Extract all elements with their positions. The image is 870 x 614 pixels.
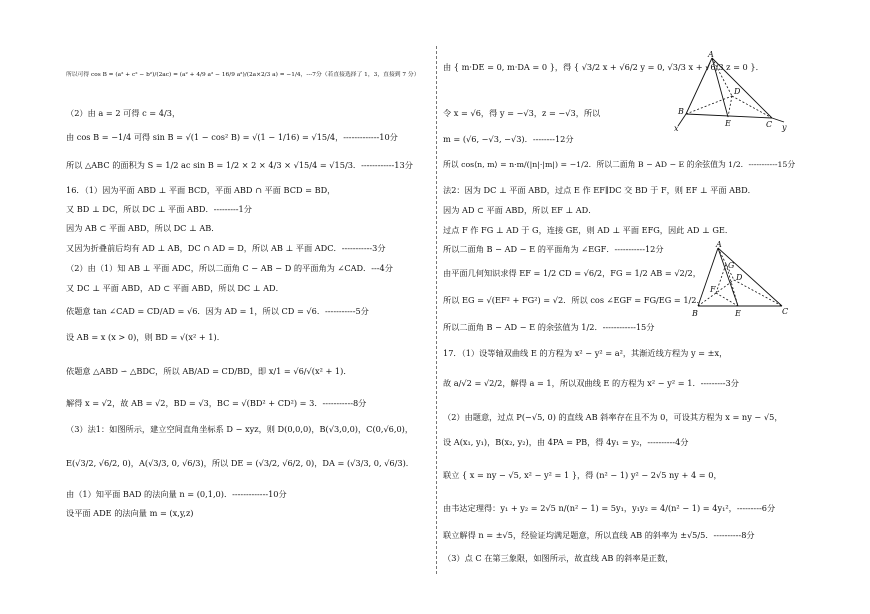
vertex-label-C: C	[782, 307, 789, 316]
text-line: 又 DC ⊥ 平面 ABD，AD ⊂ 平面 ABD，所以 DC ⊥ AD．	[66, 283, 284, 293]
text-line: 由平面几何知识求得 EF = 1/2 CD = √6/2，FG = 1/2 AB = √2/2，	[443, 268, 701, 278]
vertex-label-B: B	[692, 309, 698, 318]
text-line: 所以 cos⟨n, m⟩ = n·m/(|n|·|m|) = −1/2．所以二面角 B − AD − E 的余弦值为 1/2．-----------15分	[443, 160, 796, 169]
vertex-label-A: A	[708, 50, 714, 59]
vertex-label-D: D	[736, 273, 743, 282]
text-line: （2）由 a = 2 可得 c = 4/3，	[66, 108, 181, 118]
text-line: 设 A(x₁, y₁)，B(x₂, y₂)，由 4PA = PB，得 4y₁ = y₂，----------4分	[443, 437, 689, 447]
column-divider	[436, 46, 437, 574]
axis-y	[772, 118, 784, 122]
vertex-label-C: C	[766, 120, 773, 129]
point-label-F: F	[710, 285, 716, 294]
text-line: （3）点 C 在第三象限，如图所示，故直线 AB 的斜率是正数，	[443, 553, 674, 563]
vertex-label-B: B	[678, 107, 684, 116]
axis-label-x: x	[674, 124, 679, 132]
text-line: 因为 AD ⊂ 平面 ABD，所以 EF ⊥ AD．	[443, 205, 597, 215]
edge-DC	[732, 96, 772, 118]
edge-AB	[698, 248, 718, 306]
vertex-label-A: A	[716, 240, 722, 249]
text-line: 联立解得 n = ±√5，经验证均满足题意，所以直线 AB 的斜率为 ±√5/5．----------8分	[443, 530, 755, 540]
edge-AD	[712, 58, 732, 96]
point-label-G: G	[728, 261, 735, 270]
edge-BC	[686, 114, 772, 118]
text-line: 由韦达定理得：y₁ + y₂ = 2√5 n/(n² − 1) = 5y₁，y₁y₂ = 4/(n² − 1) = 4y₁²，---------6分	[443, 503, 776, 513]
text-line: 所以可得 cos B = (a² + c² − b²)/(2ac) = (a² + 4/9 a² − 16/9 a²)/(2a×2/3 a) = −1/4，---7分（若直接选择了 1，3，直接到 7 分）	[66, 72, 420, 78]
text-line: 法2：因为 DC ⊥ 平面 ABD，过点 E 作 EF∥DC 交 BD 于 F，则 EF ⊥ 平面 ABD．	[443, 185, 756, 195]
vertex-label-E: E	[735, 309, 741, 318]
text-line: 联立 { x = ny − √5, x² − y² = 1 }，得 (n² − 1) y² − 2√5 ny + 4 = 0，	[443, 470, 722, 480]
text-line: 解得 x = √2，故 AB = √2，BD = √3，BC = √(BD² + CD²) = 3．-----------8分	[66, 398, 367, 408]
edge-AC	[712, 58, 772, 118]
text-line: 依题意 △ABD ∽ △BDC，所以 AB/AD = CD/BD，即 x/1 = √6/√(x² + 1)．	[66, 366, 352, 376]
tetrahedron-figure-top	[672, 50, 790, 132]
edge-AE	[712, 58, 728, 117]
text-line: 依题意 tan ∠CAD = CD/AD = √6．因为 AD = 1，所以 CD = √6．-----------5分	[66, 306, 369, 316]
text-line: 因为 AB ⊂ 平面 ABD，所以 DC ⊥ AB．	[66, 223, 220, 233]
text-line: 所以 EG = √(EF² + FG²) = √2．所以 cos ∠EGF = FG/EG = 1/2．	[443, 295, 705, 305]
text-line: 由 { m·DE = 0, m·DA = 0 }，得 { √3/2 x + √6/2 y = 0, √3/3 x + √6/3 z = 0 }．	[443, 62, 764, 72]
text-line: m = (√6, −√3, −√3)．--------12分	[443, 134, 574, 144]
text-line: 令 x = √6，得 y = −√3，z = −√3，所以	[443, 108, 601, 118]
text-line: 由 cos B = −1/4 可得 sin B = √(1 − cos² B) = √(1 − 1/16) = √15/4，-------------10分	[66, 132, 398, 142]
text-line: 由（1）知平面 BAD 的法向量 n = (0,1,0)．-------------10分	[66, 489, 287, 499]
text-line: （3）法1：如图所示，建立空间直角坐标系 D − xyz，则 D(0,0,0)，B(√3,0,0)，C(0,√6,0)，	[66, 424, 414, 434]
vertex-label-D: D	[734, 87, 741, 96]
text-line: 又 BD ⊥ DC，所以 DC ⊥ 平面 ABD．---------1分	[66, 204, 252, 214]
edge-AB	[686, 58, 712, 114]
text-line: 过点 F 作 FG ⊥ AD 于 G，连接 GE，则 AD ⊥ 平面 EFG，因此 AD ⊥ GE．	[443, 225, 734, 235]
tetrahedron-figure-bottom	[690, 238, 794, 320]
edge-DE	[728, 96, 732, 117]
text-line: 设 AB = x (x > 0)，则 BD = √(x² + 1)．	[66, 332, 225, 342]
axis-label-y: y	[782, 123, 787, 132]
text-line: 16．（1）因为平面 ABD ⊥ 平面 BCD，平面 ABD ∩ 平面 BCD = BD，	[66, 185, 336, 195]
text-line: 所以二面角 B − AD − E 的余弦值为 1/2．------------15分	[443, 322, 655, 332]
text-line: （2）由题意，过点 P(−√5, 0) 的直线 AB 斜率存在且不为 0，可设其方程为 x = ny − √5，	[443, 412, 783, 422]
text-line: 17．（1）设等轴双曲线 E 的方程为 x² − y² = a²，其渐近线方程为 y = ±x，	[443, 348, 728, 358]
text-line: E(√3/2, √6/2, 0)，A(√3/3, 0, √6/3)，所以 DE = (√3/2, √6/2, 0)，DA = (√3/3, 0, √6/3)．	[66, 458, 414, 468]
text-line: （2）由（1）知 AB ⊥ 平面 ADC，所以二面角 C − AB − D 的平面角为 ∠CAD．---4分	[66, 263, 393, 273]
text-line: 设平面 ADE 的法向量 m = (x,y,z)	[66, 508, 194, 518]
text-line: 所以 △ABC 的面积为 S = 1/2 ac sin B = 1/2 × 2 × 4/3 × √15/4 = √15/3．------------13分	[66, 160, 413, 170]
left-column	[66, 0, 431, 614]
text-line: 故 a/√2 = √2/2，解得 a = 1，所以双曲线 E 的方程为 x² − y² = 1．---------3分	[443, 378, 739, 388]
segment-FG	[716, 264, 726, 293]
vertex-label-E: E	[725, 119, 731, 128]
text-line: 又因为折叠前后均有 AD ⊥ AB，DC ∩ AD = D，所以 AB ⊥ 平面 ADC．-----------3分	[66, 243, 386, 253]
text-line: 所以二面角 B − AD − E 的平面角为 ∠EGF．-----------12分	[443, 244, 664, 254]
